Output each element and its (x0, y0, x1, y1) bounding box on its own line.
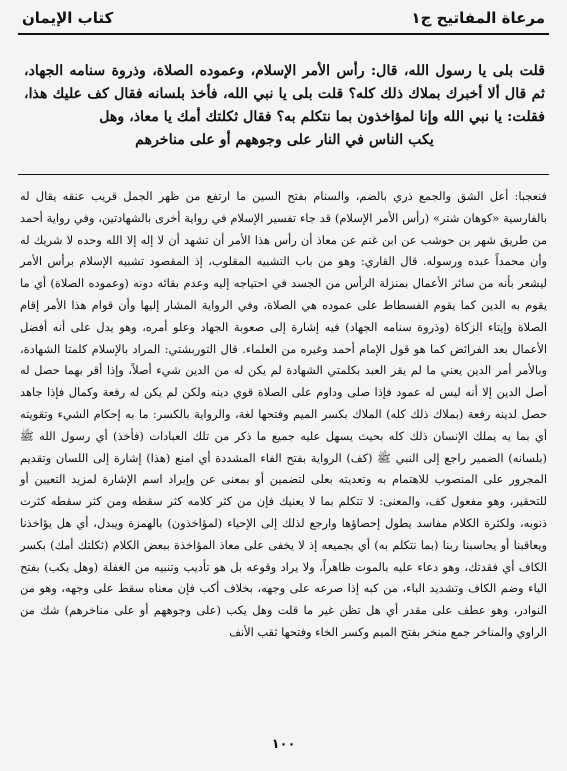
section-rule (18, 174, 549, 175)
header-rule (18, 33, 549, 35)
commentary-paragraph: فنعجبا: أعل الشق والجمع ذري بالضم، والسنام بفتح السين ما ارتفع من ظهر الجمل قريب عنقه يقال له بالفارسية «كوهان شتر» (رأس الأمر الإسلام) قد جاء تفسير الإسلام في رواية أخرى بالشهادتين، وفي رواية أحمد من طريق شهر بن حوشب عن ابن غنم عن معاذ أن رأس هذا الأمر أن تشهد أن لا إله إلا الله وحده لا شريك له وأن محمداً عبده ورسوله. قال القاري: وهو من باب التشبيه المقلوب، إذ المقصود تشبيه الإسلام برأس الأمر ليشعر بأنه من سائر الأعمال بمنزلة الرأس من الجسد في احتياجه إليه وعدم بقائه دونه (وعموده الصلاة) أي ما يقوم به الدين كما يقوم الفسطاط على عموده هي الصلاة، وفي الرواية المشار إليها وأن قوام هذا الأمر إقام الصلاة وإيتاء الزكاة (وذروة سنامه الجهاد) فيه إشارة إلى صعوبة الجهاد وعلو أمره، وهو يدل على أنه أفضل الأعمال بعد الفرائض كما هو قول الإمام أحمد وغيره من العلماء. قال التوربشتي: المراد بالإسلام كلمتا الشهادة، وبالأمر أمر الدين يعني ما لم يقر العبد بكلمتي الشهادة لم يكن له من الدين شيء أصلاً، وإذا أقر بهما حصل له أصل الدين إلا أنه ليس له عمود فإذا صلى وداوم على الصلاة قوي دينه ولكن لم يكن له رفعة وكمال فإذا جاهد حصل لدينه رفعة (بملاك ذلك كله) الملاك بكسر الميم وفتحها لغة، والرواية بالكسر: ما به إحكام الشيء وتقويته أي بما يه يملك الإنسان ذلك كله بحيث يسهل عليه جميع ما ذكر من تلك العبادات (فأخذ) أي رسول الله ﷺ (بلسانه) الضمير راجع إلى النبي ﷺ (كف) الرواية بفتح الفاء المشددة أي امنع (هذا) إشارة إلى اللسان وتقديم المجرور على المنصوب للاهتمام به وتعديته بعلى لتضمين أو بمعنى عن وإيراد اسم الإشارة لمزيد التعيين أو للتحقير، وهو مفعول كف، والمعنى: لا تتكلم بما لا يعنيك فإن من كثر كلامه كثر سقطه ومن كثر سقطه كثرت ذنوبه، ولكثرة الكلام مفاسد يطول إحصاؤها وارجع لذلك إلى الإحياء (لمؤاخذون) بالهمزة ويبدل، أي هل يؤاخذنا ويعاقبنا أو يحاسبنا ربنا (بما نتكلم به) أي بجميعه إذ لا يخفى على معاذ المؤاخذة ببعض الكلام (ثكلتك أمك) بكسر الكاف أي فقدتك، وهو دعاء عليه بالموت ظاهراً، ولا يراد وقوعه بل هو تأديب وتنبيه من الغفلة (وهل يكب) بفتح الياء وضم الكاف وتشديد الباء، من كبه إذا صرعه على وجهه، بخلاف أكب فإن معناه سقط على وجهه، وهو من النوادر، وهو عطف على مقدر أي هل تظن غير ما قلت وهل يكب (على وجوههم أو على مناخرهم) شك من الراوي والمناخر جمع منخر بفتح الميم وكسر الخاء وفتحها ثقب الأنف (20, 189, 547, 639)
page-number: ١٠٠ (271, 737, 296, 752)
commentary (20, 186, 547, 644)
hadith-line: هذا، فقلت: يا نبي الله وإنا لمؤاخذون بما نتكلم به؟ فقال ثكلتك أمك يا معاذ، وهل (24, 86, 545, 125)
hadith-text (24, 60, 545, 152)
page-header (22, 6, 545, 30)
hadith-line: يكب الناس في النار على وجوههم أو على مناخرهم (135, 132, 434, 148)
hadith-line: ثم قال ألا أخبرك بملاك ذلك كله؟ قلت بلى يا نبي الله، فأخذ بلسانه فقال كف عليك (52, 86, 545, 102)
book-title: مرعاة المفاتيح ج١ (411, 9, 545, 27)
section-title: كتاب الإيمان (22, 9, 114, 27)
hadith-line: قلت بلى يا رسول الله، قال: رأس الأمر الإسلام، وعموده الصلاة، وذروة سنامه الجهاد، (24, 63, 545, 79)
